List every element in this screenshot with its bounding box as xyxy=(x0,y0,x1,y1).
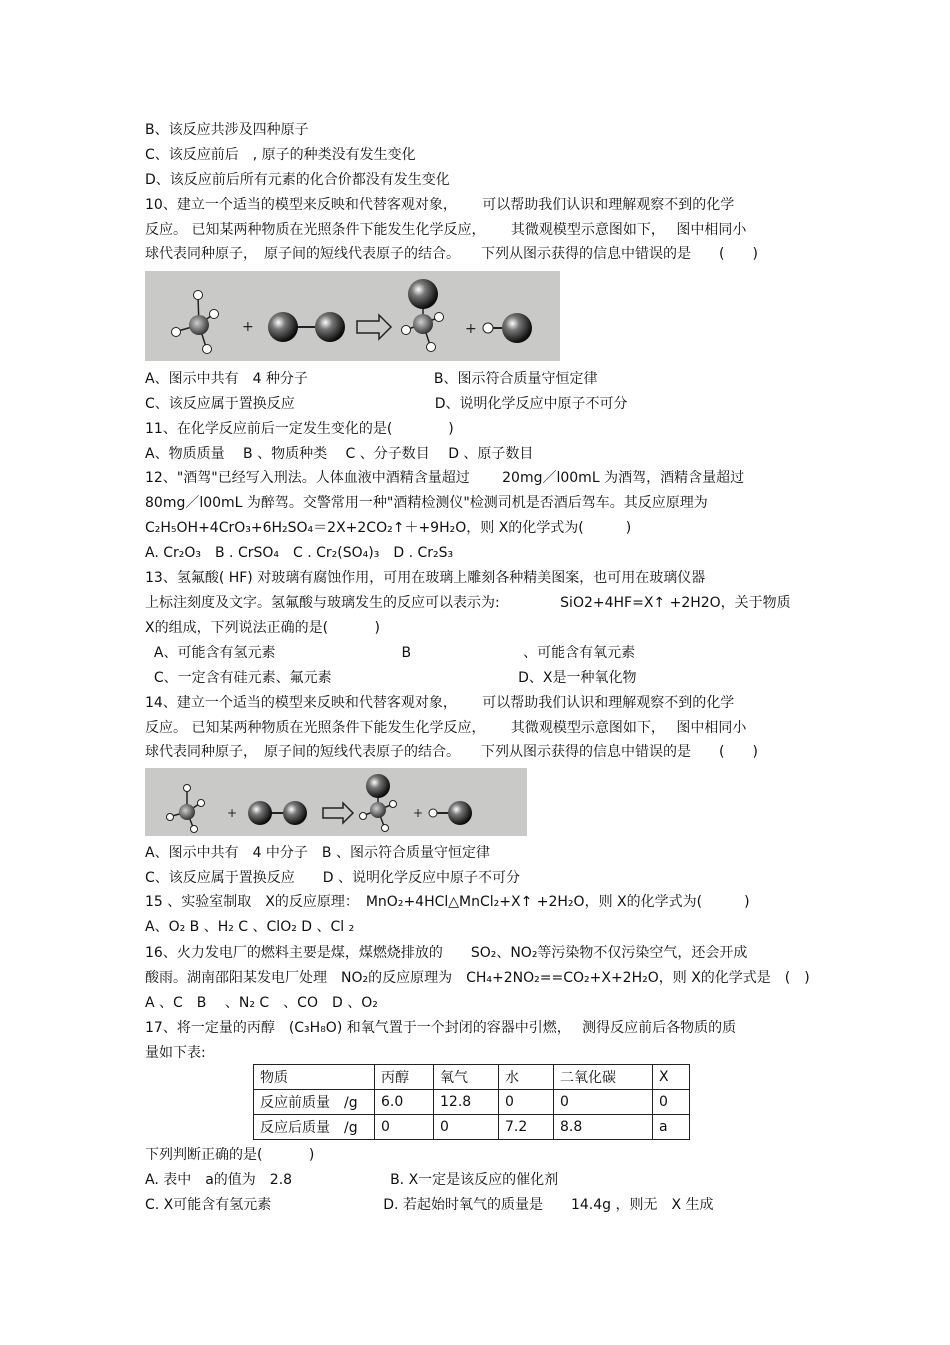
text-line: A、图示中共有 4 种分子 B、图示符合质量守恒定律 xyxy=(145,371,598,387)
table-cell: 反应前质量 /g xyxy=(254,1090,375,1115)
text-line: A. 表中 a的值为 2.8 B. X一定是该反应的催化剂 xyxy=(145,1172,559,1188)
table-cell: 0 xyxy=(375,1115,434,1140)
table-row xyxy=(254,1065,690,1090)
text-line: C₂H₅OH+4CrO₃+6H₂SO₄＝2X+2CO₂↑＋+9H₂O，则 X的化学式为( ) xyxy=(145,520,632,536)
svg-text:+: + xyxy=(227,806,238,820)
text-line: C、一定含有硅元素、氟元素 D、X是一种氧化物 xyxy=(145,670,637,686)
text-line: B、该反应共涉及四种原子 xyxy=(145,122,309,138)
table-cell: 水 xyxy=(499,1065,554,1090)
text-line: 反应。 已知某两种物质在光照条件下能发生化学反应， 其微观模型示意图如下， 图中相同小 xyxy=(145,222,747,238)
text-line: C. X可能含有氢元素 D. 若起始时氧气的质量是 14.4g ，则无 X 生成 xyxy=(145,1197,714,1213)
table-cell: 0 xyxy=(554,1090,653,1115)
text-line: A、可能含有氢元素 B 、可能含有氧元素 xyxy=(145,645,636,661)
text-line: X的组成，下列说法正确的是( ) xyxy=(145,620,380,636)
text-line: 10、建立一个适当的模型来反映和代替客观对象， 可以帮助我们认识和理解观察不到的化学 xyxy=(145,197,735,213)
text-line: 12、"酒驾"已经写入刑法。人体血液中酒精含量超过 20mg／l00mL 为酒驾，酒精含量超过 xyxy=(145,470,745,486)
text-line: D、该反应前后所有元素的化合价都没有发生变化 xyxy=(145,172,450,188)
table-cell: 二氧化碳 xyxy=(554,1065,653,1090)
svg-text:+: + xyxy=(465,321,477,337)
text-line: C、该反应属于置换反应 D、说明化学反应中原子不可分 xyxy=(145,396,628,412)
table-cell: 氧气 xyxy=(434,1065,499,1090)
text-line: C、该反应前后 , 原子的种类没有发生变化 xyxy=(145,147,416,163)
text-line: 80mg／l00mL 为醉驾。交警常用一种"酒精检测仪"检测司机是否酒后驾车。其反应原理为 xyxy=(145,495,708,511)
table-cell: 6.0 xyxy=(375,1090,434,1115)
table-row xyxy=(254,1090,690,1115)
table-cell: 8.8 xyxy=(554,1115,653,1140)
text-line: 量如下表: xyxy=(145,1045,206,1061)
molecule-reaction-diagram-2 xyxy=(145,768,527,836)
table-cell: 物质 xyxy=(254,1065,375,1090)
text-line: 15 、实验室制取 X的反应原理： MnO₂+4HCl△MnCl₂+X↑ +2H₂O，则 X的化学式为( ) xyxy=(145,894,750,910)
text-line: 反应。 已知某两种物质在光照条件下能发生化学反应， 其微观模型示意图如下， 图中相同小 xyxy=(145,720,747,736)
text-line: A. Cr₂O₃ B . CrSO₄ C . Cr₂(SO₄)₃ D . Cr₂S₃ xyxy=(145,545,454,561)
mass-table xyxy=(253,1064,690,1140)
table-cell: 丙醇 xyxy=(375,1065,434,1090)
text-line: 下列判断正确的是( ) xyxy=(145,1147,315,1163)
table-cell: 12.8 xyxy=(434,1090,499,1115)
text-line: 11、在化学反应前后一定发生变化的是( ) xyxy=(145,421,454,437)
table-cell: 反应后质量 /g xyxy=(254,1115,375,1140)
text-line: 球代表同种原子， 原子间的短线代表原子的结合。 下列从图示获得的信息中错误的是 ( ) xyxy=(145,744,758,760)
text-line: 球代表同种原子， 原子间的短线代表原子的结合。 下列从图示获得的信息中错误的是 ( ) xyxy=(145,246,758,262)
text-line: A、图示中共有 4 中分子 B 、图示符合质量守恒定律 xyxy=(145,845,490,861)
table-cell: a xyxy=(653,1115,690,1140)
text-line: A、物质质量 B 、物质种类 C 、分子数目 D 、原子数目 xyxy=(145,446,534,462)
svg-text:+: + xyxy=(242,319,254,335)
text-line: C、该反应属于置换反应 D 、说明化学反应中原子不可分 xyxy=(145,870,521,886)
text-line: 17、将一定量的丙醇 (C₃H₈O) 和氧气置于一个封闭的容器中引燃， 测得反应前后各物质的质 xyxy=(145,1020,737,1036)
text-line: 14、建立一个适当的模型来反映和代替客观对象， 可以帮助我们认识和理解观察不到的化学 xyxy=(145,695,735,711)
table-cell: 0 xyxy=(653,1090,690,1115)
text-line: 13、氢氟酸( HF) 对玻璃有腐蚀作用，可用在玻璃上雕刻各种精美图案，也可用在玻璃仪器 xyxy=(145,570,706,586)
table-cell: 0 xyxy=(499,1090,554,1115)
svg-text:+: + xyxy=(413,806,424,820)
text-line: 上标注刻度及文字。氢氟酸与玻璃发生的反应可以表示为: SiO2+4HF=X↑ +2H2O，关于物质 xyxy=(145,595,791,611)
table-cell: 0 xyxy=(434,1115,499,1140)
molecule-reaction-diagram xyxy=(145,271,560,361)
table-row xyxy=(254,1115,690,1140)
text-line: A 、C B 、N₂ C 、CO D 、O₂ xyxy=(145,995,378,1011)
table-cell: X xyxy=(653,1065,690,1090)
text-line: A、O₂ B 、H₂ C 、ClO₂ D 、Cl ₂ xyxy=(145,919,355,935)
text-line: 16、火力发电厂的燃料主要是煤，煤燃烧排放的 SO₂、NO₂等污染物不仅污染空气，还会开成 xyxy=(145,945,748,961)
table-cell: 7.2 xyxy=(499,1115,554,1140)
text-line: 酸雨。湖南邵阳某发电厂处理 NO₂的反应原理为 CH₄+2NO₂==CO₂+X+2H₂O，则 X的化学式是 ( ) xyxy=(145,970,810,986)
